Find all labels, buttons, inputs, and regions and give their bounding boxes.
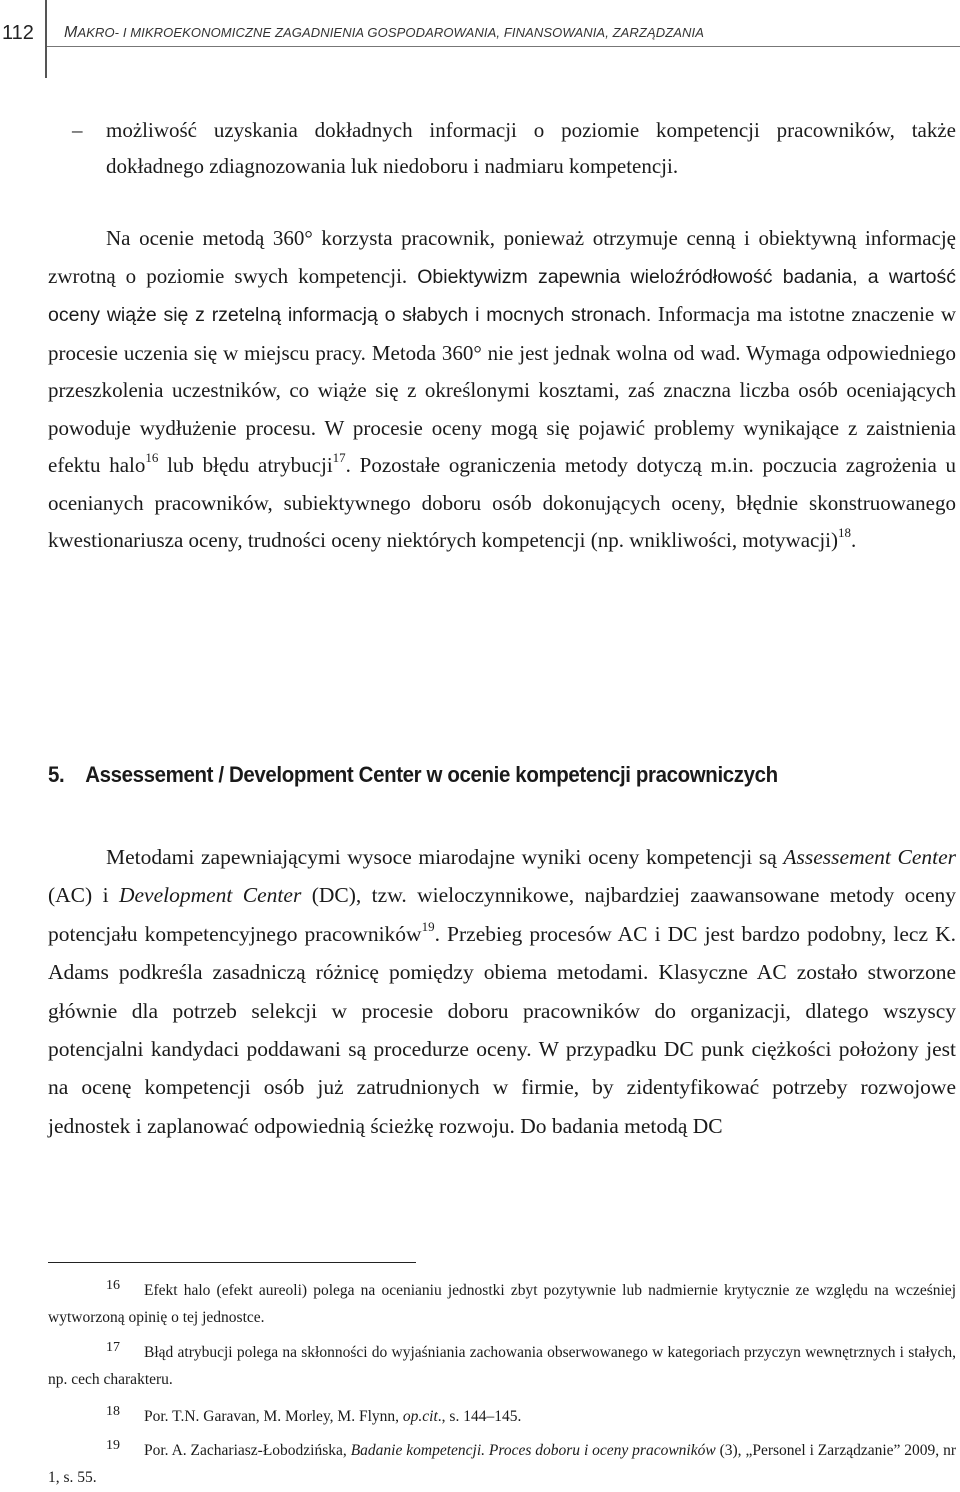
footnote-18 (48, 1404, 956, 1431)
footnote-number: 17 (106, 1340, 120, 1355)
paragraph-ac-dc (48, 838, 956, 1145)
footnote-ref-18[interactable]: 18 (838, 525, 852, 540)
footnote-text-b: ., s. 144–145. (437, 1408, 522, 1425)
footnote-number: 19 (106, 1438, 120, 1453)
section-number: 5. (48, 762, 65, 787)
list-item (72, 112, 956, 184)
p2-dc-italic: Development Center (118, 883, 302, 908)
footnote-text: Błąd atrybucji polega na skłonności do wyjaśniania zachowania obserwowanego w kategoriach przyczyn wewnętrznych i stałych, np. cech charakteru. (48, 1344, 956, 1388)
p1-part5: . Pozostałe ograniczenia metody dotyczą m.in. poczucia zagrożenia u ocenianych pracowników, subiektywnego doboru osób dokonujących oceny, błędnie skonstruowanego kwestionariusza oceny, trudności oceny niektórych kompetencji (np. wnikliwości, motywacji) (48, 453, 956, 552)
running-head (64, 24, 704, 42)
p2-d: . Przebieg procesów AC i DC jest bardzo podobny, lecz K. Adams podkreśla zasadniczą różnicę pomiędzy obiema metodami. Klasyczne AC zostało stworzone głównie dla potrzeb selekcji w procesie doboru pracowników do organizacji, dlatego wszyscy potencjalni kandydaci poddawani są procedurze oceny. W przypadku DC punk ciężkości położony jest na ocenę kompetencji osób już zatrudnionych w firmie, by zidentyfikować potrzeby rozwojowe jednostek i zaplanować odpowiednią ścieżkę rozwoju. Do badania metodą DC (48, 921, 956, 1138)
header-horizontal-rule (47, 46, 960, 47)
footnote-text: Efekt halo (efekt aureoli) polega na ocenianiu jednostki zbyt pozytywnie lub nadmiernie krytycznie ze względu na wcześniej wytworzoną opinię o tej jednostce. (48, 1282, 956, 1326)
footnote-text-a: Por. T.N. Garavan, M. Morley, M. Flynn, (144, 1408, 403, 1425)
list-item-text: możliwość uzyskania dokładnych informacji o poziomie kompetencji pracowników, także dokładnego zdiagnozowania luk niedoboru i nadmiaru kompetencji. (106, 118, 956, 178)
section-heading (48, 762, 778, 788)
footnote-17 (48, 1340, 956, 1393)
footnote-ref-19[interactable]: 19 (421, 918, 435, 934)
footnote-italic: op.cit (402, 1408, 438, 1425)
footnote-number: 18 (106, 1404, 120, 1419)
running-head-initial: M (64, 24, 78, 41)
running-head-text: AKRO- I MIKROEKONOMICZNE ZAGADNIENIA GOSPODAROWANIA, FINANSOWANIA, ZARZĄDZANIA (77, 25, 705, 40)
footnote-text-b: (3), „Personel i Zarządzanie” 2009, nr 1, s. 55. (48, 1442, 956, 1486)
dash-bullet: – (72, 118, 83, 142)
footnote-text-a: Por. A. Zachariasz-Łobodzińska, (144, 1442, 351, 1459)
page-header (0, 0, 960, 78)
p2-ac-italic: Assessement Center (783, 845, 956, 869)
p2-b: (AC) i (48, 883, 119, 908)
p2-a: Metodami zapewniającymi wysoce miarodajne wyniki oceny kompetencji są (106, 845, 784, 869)
footnote-number: 16 (106, 1278, 120, 1293)
footnote-ref-16[interactable]: 16 (145, 450, 159, 465)
p1-part2: Obiektywizm zapewnia wieloźródłowość badania, a wartość oceny wiąże się z rzetelną informacją o słabych i mocnych stronach. (48, 265, 956, 326)
header-vertical-rule (45, 0, 47, 78)
footnote-19 (48, 1438, 956, 1491)
p1-part3: Informacja ma istotne znaczenie w procesie uczenia się w miejscu pracy. Metoda 360° nie jest jednak wolna od wad. Wymaga odpowiedniego przeszkolenia uczestników, co wiąże się z określonymi kosztami, zaś znaczna liczba osób oceniających powoduje wydłużenie procesu. W procesie oceny mogą się pojawić problemy wynikające z zaistnienia efektu halo (48, 302, 957, 477)
footnote-16 (48, 1278, 956, 1331)
page-number: 112 (2, 22, 34, 44)
footnote-italic: Badanie kompetencji. Proces doboru i oceny pracowników (350, 1442, 716, 1459)
footnote-ref-17[interactable]: 17 (332, 450, 346, 465)
p1-part4: lub błędu atrybucji (158, 453, 333, 477)
p1-part1: Na ocenie metodą 360° korzysta pracownik, ponieważ otrzymuje cenną i obiektywną informację zwrotną o poziomie swych kompetencji. (48, 226, 956, 288)
p2-c: (DC), tzw. wieloczynnikowe, najbardziej zaawansowane metody oceny potencjału kompetencyjnego pracowników (48, 883, 956, 946)
paragraph-360-method (48, 220, 956, 560)
p1-part6: . (851, 528, 857, 552)
footnote-separator (48, 1262, 416, 1263)
section-title: Assessement / Development Center w ocenie kompetencji pracowniczych (85, 762, 778, 787)
